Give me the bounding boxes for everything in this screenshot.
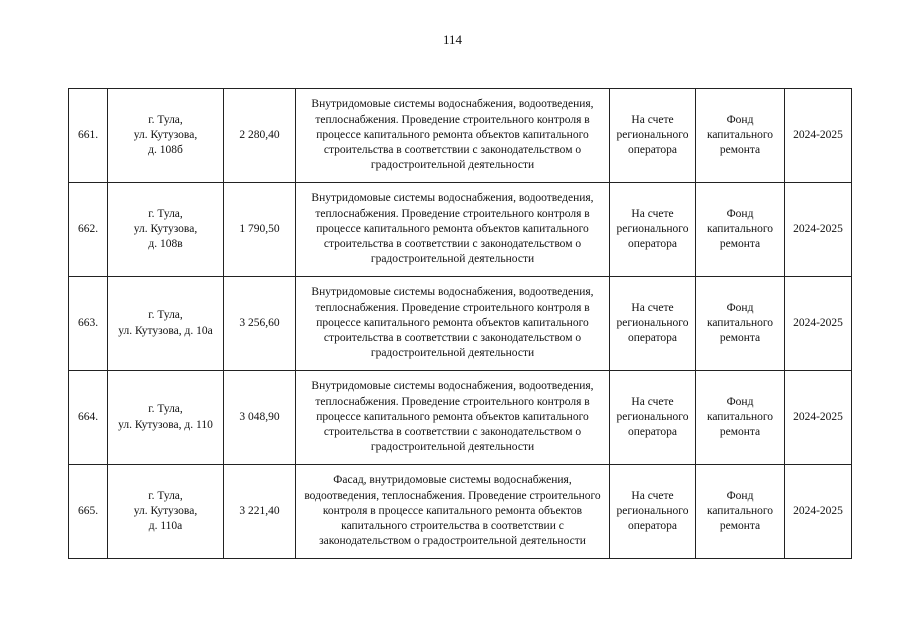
- address-line: д. 108б: [148, 144, 183, 157]
- address-line: ул. Кутузова,: [133, 128, 198, 141]
- address-line: ул. Кутузова, д. 110: [118, 418, 213, 431]
- address-line: г. Тула,: [148, 113, 183, 126]
- funding-source-cell: Фонд капитального ремонта: [696, 277, 785, 371]
- address-cell: [108, 89, 224, 183]
- address-cell: [108, 371, 224, 465]
- area-cell: 3 221,40: [224, 465, 296, 559]
- row-number-cell: 663.: [69, 277, 108, 371]
- table-row: [69, 89, 852, 183]
- table-body: [69, 89, 852, 559]
- period-cell: 2024-2025: [785, 465, 852, 559]
- funding-source-cell: Фонд капитального ремонта: [696, 183, 785, 277]
- funding-source-cell: Фонд капитального ремонта: [696, 371, 785, 465]
- account-cell: На счете регионального оператора: [610, 89, 696, 183]
- address-line: ул. Кутузова, д. 10а: [118, 324, 213, 337]
- funding-source-cell: Фонд капитального ремонта: [696, 465, 785, 559]
- area-cell: 3 048,90: [224, 371, 296, 465]
- account-cell: На счете регионального оператора: [610, 183, 696, 277]
- period-cell: 2024-2025: [785, 277, 852, 371]
- area-cell: 2 280,40: [224, 89, 296, 183]
- table-row: [69, 277, 852, 371]
- funding-source-cell: Фонд капитального ремонта: [696, 89, 785, 183]
- works-cell: Внутридомовые системы водоснабжения, водоотведения, теплоснабжения. Проведение строительного контроля в процессе капитального ремонта объектов капитального строительства в соответствии с законодательством о градостроительной деятельности: [296, 371, 610, 465]
- address-line: г. Тула,: [148, 489, 183, 502]
- address-cell: [108, 277, 224, 371]
- address-line: д. 110а: [148, 520, 183, 533]
- repair-plan-table: [68, 88, 852, 559]
- address-line: ул. Кутузова,: [133, 504, 198, 517]
- works-cell: Внутридомовые системы водоснабжения, водоотведения, теплоснабжения. Проведение строительного контроля в процессе капитального ремонта объектов капитального строительства в соответствии с законодательством о градостроительной деятельности: [296, 89, 610, 183]
- period-cell: 2024-2025: [785, 89, 852, 183]
- address-cell: [108, 183, 224, 277]
- table-row: [69, 465, 852, 559]
- period-cell: 2024-2025: [785, 371, 852, 465]
- works-cell: Внутридомовые системы водоснабжения, водоотведения, теплоснабжения. Проведение строительного контроля в процессе капитального ремонта объектов капитального строительства в соответствии с законодательством о градостроительной деятельности: [296, 277, 610, 371]
- address-cell: [108, 465, 224, 559]
- period-cell: 2024-2025: [785, 183, 852, 277]
- address-line: д. 108в: [148, 238, 183, 251]
- area-cell: 1 790,50: [224, 183, 296, 277]
- table-row: [69, 183, 852, 277]
- address-line: г. Тула,: [148, 309, 183, 322]
- row-number-cell: 661.: [69, 89, 108, 183]
- area-cell: 3 256,60: [224, 277, 296, 371]
- works-cell: Внутридомовые системы водоснабжения, водоотведения, теплоснабжения. Проведение строительного контроля в процессе капитального ремонта объектов капитального строительства в соответствии с законодательством о градостроительной деятельности: [296, 183, 610, 277]
- address-line: г. Тула,: [148, 403, 183, 416]
- row-number-cell: 665.: [69, 465, 108, 559]
- account-cell: На счете регионального оператора: [610, 371, 696, 465]
- account-cell: На счете регионального оператора: [610, 277, 696, 371]
- address-line: г. Тула,: [148, 207, 183, 220]
- address-line: ул. Кутузова,: [133, 222, 198, 235]
- row-number-cell: 662.: [69, 183, 108, 277]
- page-number: 114: [442, 32, 463, 47]
- account-cell: На счете регионального оператора: [610, 465, 696, 559]
- works-cell: Фасад, внутридомовые системы водоснабжения, водоотведения, теплоснабжения. Проведение строительного контроля в процессе капитального ремонта объектов капитального строительства в соответствии с законодательством о градостроительной деятельности: [296, 465, 610, 559]
- table-row: [69, 371, 852, 465]
- row-number-cell: 664.: [69, 371, 108, 465]
